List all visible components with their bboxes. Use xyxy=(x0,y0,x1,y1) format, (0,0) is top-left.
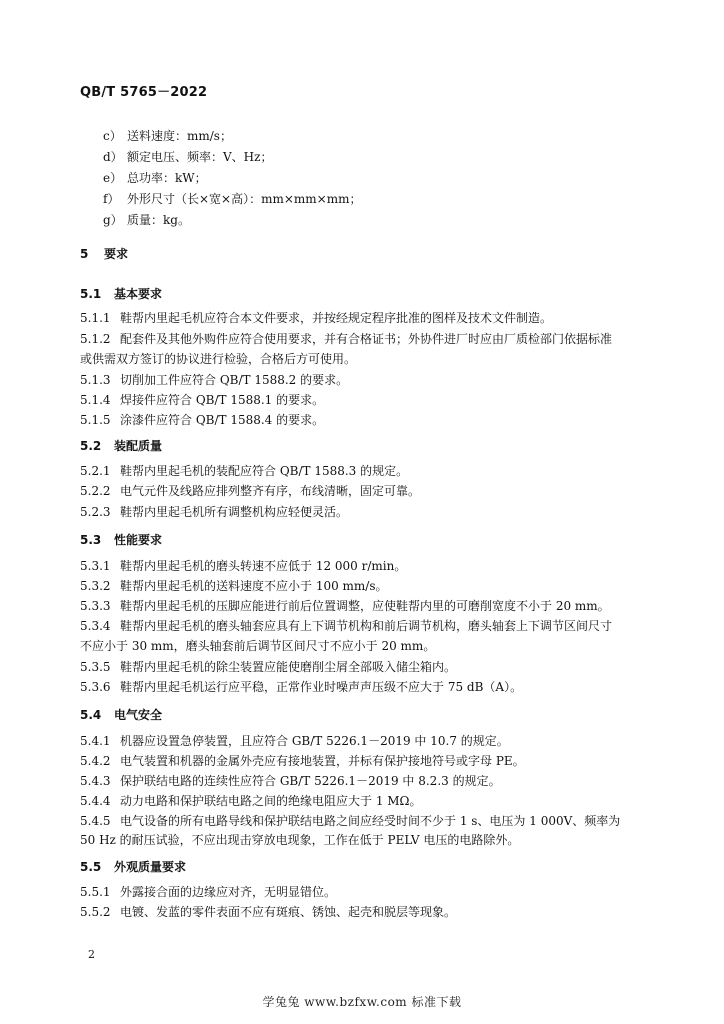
clause-number: 5.3.6 xyxy=(80,680,111,694)
clause-continuation: 或供需双方签订的协议进行检验，合格后方可使用。 xyxy=(80,352,357,366)
clause-number: 5.3.5 xyxy=(80,660,111,674)
subsection-number: 5.2 xyxy=(80,439,102,453)
clause-text: 鞋帮内里起毛机运行应平稳，正常作业时噪声声压级不应大于 75 dB（A）。 xyxy=(120,680,523,694)
clause-text: 涂漆件应符合 QB/T 1588.4 的要求。 xyxy=(120,413,325,427)
subsection-heading xyxy=(80,532,162,548)
clause xyxy=(80,793,422,809)
clause-number: 5.3.2 xyxy=(80,579,111,593)
clause xyxy=(80,733,509,749)
subsection-title: 外观质量要求 xyxy=(114,860,187,874)
subsection-heading xyxy=(80,438,162,454)
subsection-title: 性能要求 xyxy=(114,533,163,547)
clause xyxy=(80,659,456,675)
clause xyxy=(80,310,552,326)
clause-text: 鞋帮内里起毛机的送料速度不应小于 100 mm/s。 xyxy=(120,579,388,593)
clause xyxy=(80,331,612,347)
subsection-heading xyxy=(80,286,162,302)
clause-number: 5.1.4 xyxy=(80,393,111,407)
clause-number: 5.2.2 xyxy=(80,484,111,498)
clause-continuation: 不应小于 30 mm，磨头轴套前后调节区间尺寸不应小于 20 mm。 xyxy=(80,639,436,653)
list-item xyxy=(80,149,272,165)
subsection-number: 5.3 xyxy=(80,533,102,547)
section-title: 要求 xyxy=(104,247,129,261)
clause-number: 5.1.1 xyxy=(80,311,111,325)
clause-text: 焊接件应符合 QB/T 1588.1 的要求。 xyxy=(120,393,325,407)
clause-number: 5.3.1 xyxy=(80,559,111,573)
clause-number: 5.3.4 xyxy=(80,619,111,633)
subsection-title: 基本要求 xyxy=(114,287,163,301)
clause xyxy=(80,884,336,900)
subsection-heading xyxy=(80,707,162,723)
clause-number: 5.4.4 xyxy=(80,794,111,808)
clause xyxy=(80,679,522,695)
clause-text: 电气元件及线路应排列整齐有序，布线清晰，固定可靠。 xyxy=(120,484,421,498)
subsection-number: 5.1 xyxy=(80,287,102,301)
clause-text: 鞋帮内里起毛机的磨头转速不应低于 12 000 r/min。 xyxy=(120,559,407,573)
list-text: 总功率：kW； xyxy=(127,171,207,185)
clause xyxy=(80,558,406,574)
clause-text: 鞋帮内里起毛机所有调整机构应轻便灵活。 xyxy=(120,505,349,519)
subsection-heading xyxy=(80,859,186,875)
footer-watermark: 学兔兔 www.bzfxw.com 标准下载 xyxy=(262,995,462,1009)
clause-number: 5.5.2 xyxy=(80,905,111,919)
list-text: 外形尺寸（长×宽×高）：mm×mm×mm； xyxy=(127,192,362,206)
standard-code: QB/T 5765－2022 xyxy=(80,85,208,100)
clause xyxy=(80,504,348,520)
clause-number: 5.4.1 xyxy=(80,734,111,748)
list-item xyxy=(80,191,362,207)
clause xyxy=(80,598,610,614)
clause-number: 5.5.1 xyxy=(80,885,111,899)
list-item xyxy=(80,128,232,144)
clause-text: 电镀、发蓝的零件表面不应有斑痕、锈蚀、起壳和脱层等现象。 xyxy=(120,905,457,919)
list-text: 质量：kg。 xyxy=(127,213,190,227)
clause xyxy=(80,618,612,634)
clause-number: 5.2.3 xyxy=(80,505,111,519)
section-heading xyxy=(80,246,128,262)
clause-text: 保护联结电路的连续性应符合 GB/T 5226.1－2019 中 8.2.3 的规定。 xyxy=(120,774,501,788)
clause xyxy=(80,463,408,479)
subsection-title: 电气安全 xyxy=(114,708,163,722)
clause-text: 鞋帮内里起毛机的除尘装置应能使磨削尘屑全部吸入储尘箱内。 xyxy=(120,660,457,674)
page-number: 2 xyxy=(88,948,95,961)
clause xyxy=(80,813,620,829)
clause xyxy=(80,578,388,594)
clause xyxy=(80,372,348,388)
clause-continuation: 50 Hz 的耐压试验，不应出现击穿放电现象，工作在低于 PELV 电压的电路除外。 xyxy=(80,833,520,847)
list-mark: d） xyxy=(103,150,123,164)
subsection-title: 装配质量 xyxy=(114,439,163,453)
clause-text: 鞋帮内里起毛机的装配应符合 QB/T 1588.3 的规定。 xyxy=(120,464,409,478)
clause-number: 5.4.3 xyxy=(80,774,111,788)
clause-text: 电气装置和机器的金属外壳应有接地装置，并标有保护接地符号或字母 PE。 xyxy=(120,754,525,768)
clause-number: 5.3.3 xyxy=(80,599,111,613)
list-mark: g） xyxy=(103,213,123,227)
clause xyxy=(80,773,501,789)
list-text: 送料速度：mm/s； xyxy=(127,129,232,143)
clause xyxy=(80,392,324,408)
clause-number: 5.4.2 xyxy=(80,754,111,768)
clause xyxy=(80,904,456,920)
clause-text: 外露接合面的边缘应对齐，无明显错位。 xyxy=(120,885,337,899)
clause xyxy=(80,412,324,428)
clause-number: 5.4.5 xyxy=(80,814,111,828)
clause-text: 鞋帮内里起毛机应符合本文件要求，并按经规定程序批准的图样及技术文件制造。 xyxy=(120,311,553,325)
list-item xyxy=(80,212,190,228)
list-text: 额定电压、频率：V、Hz； xyxy=(127,150,273,164)
clause-number: 5.1.5 xyxy=(80,413,111,427)
clause-number: 5.2.1 xyxy=(80,464,111,478)
list-mark: e） xyxy=(103,171,123,185)
clause-number: 5.1.3 xyxy=(80,373,111,387)
list-mark: f） xyxy=(103,192,120,206)
clause-number: 5.1.2 xyxy=(80,332,111,346)
clause-text: 机器应设置急停装置，且应符合 GB/T 5226.1－2019 中 10.7 的规定。 xyxy=(120,734,509,748)
clause-text: 切削加工件应符合 QB/T 1588.2 的要求。 xyxy=(120,373,349,387)
clause-text: 动力电路和保护联结电路之间的绝缘电阻应大于 1 MΩ。 xyxy=(120,794,422,808)
clause xyxy=(80,483,420,499)
clause-text: 配套件及其他外购件应符合使用要求，并有合格证书；外协件进厂时应由厂质检部门依据标准 xyxy=(120,332,613,346)
list-item xyxy=(80,170,207,186)
section-number: 5 xyxy=(80,247,89,261)
subsection-number: 5.4 xyxy=(80,708,102,722)
clause-text: 电气设备的所有电路导线和保护联结电路之间应经受时间不少于 1 s、电压为 1 000V、频率为 xyxy=(120,814,621,828)
clause-text: 鞋帮内里起毛机的压脚应能进行前后位置调整，应使鞋帮内里的可磨削宽度不小于 20 mm。 xyxy=(120,599,610,613)
clause-text: 鞋帮内里起毛机的磨头轴套应具有上下调节机构和前后调节机构，磨头轴套上下调节区间尺寸 xyxy=(120,619,613,633)
clause xyxy=(80,753,525,769)
list-mark: c） xyxy=(103,129,122,143)
subsection-number: 5.5 xyxy=(80,860,102,874)
